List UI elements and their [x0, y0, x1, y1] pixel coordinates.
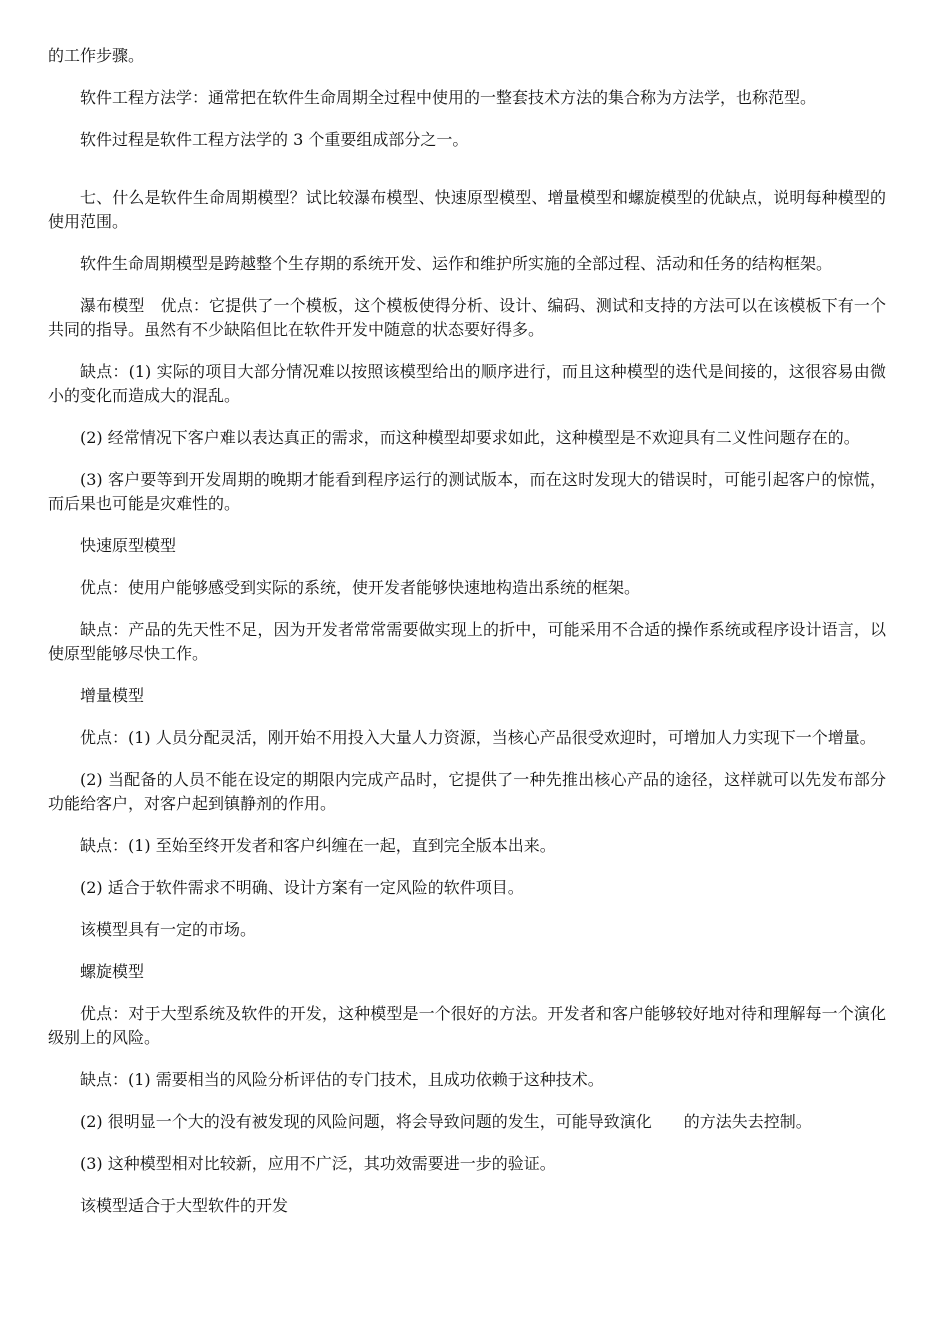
paragraph-prototype-disadvantages: 缺点：产品的先天性不足，因为开发者常常需要做实现上的折中，可能采用不合适的操作系统或程序设计语言，以使原型能够尽快工作。 — [48, 620, 886, 663]
paragraph-incremental-advantage-2: (2) 当配备的人员不能在设定的期限内完成产品时，它提供了一种先推出核心产品的途径，这样就可以先发布部分功能给客户，对客户起到镇静剂的作用。 — [48, 770, 886, 813]
paragraph-incremental-advantage-1: 优点：(1) 人员分配灵活，刚开始不用投入大量人力资源，当核心产品很受欢迎时，可增加人力实现下一个增量。 — [80, 728, 876, 747]
paragraph-incremental-market: 该模型具有一定的市场。 — [80, 920, 257, 939]
paragraph-spiral-disadvantage-2: (2) 很明显一个大的没有被发现的风险问题，将会导致问题的发生，可能导致演化 的方法失去控制。 — [80, 1112, 812, 1131]
paragraph-prototype-advantages: 优点：使用户能够感受到实际的系统，使开发者能够快速地构造出系统的框架。 — [80, 578, 641, 597]
question-seven-heading: 七、什么是软件生命周期模型？试比较瀑布模型、快速原型模型、增量模型和螺旋模型的优缺点，说明每种模型的使用范围。 — [48, 188, 886, 231]
paragraph-spiral-disadvantage-1: 缺点：(1) 需要相当的风险分析评估的专门技术，且成功依赖于这种技术。 — [80, 1070, 604, 1089]
paragraph-waterfall-disadvantage-2: (2) 经常情况下客户难以表达真正的需求，而这种模型却要求如此，这种模型是不欢迎具有二义性问题存在的。 — [80, 428, 860, 447]
paragraph-spiral-disadvantage-3: (3) 这种模型相对比较新，应用不广泛，其功效需要进一步的验证。 — [80, 1154, 556, 1173]
paragraph-waterfall-disadvantage-3: (3) 客户要等到开发周期的晚期才能看到程序运行的测试版本，而在这时发现大的错误时，可能引起客户的惊慌，而后果也可能是灾难性的。 — [48, 470, 886, 513]
paragraph-spiral-suitability: 该模型适合于大型软件的开发 — [80, 1196, 289, 1215]
paragraph-incremental-disadvantage-1: 缺点：(1) 至始至终开发者和客户纠缠在一起，直到完全版本出来。 — [80, 836, 556, 855]
heading-incremental-model: 增量模型 — [80, 686, 145, 705]
paragraph-spiral-advantages: 优点：对于大型系统及软件的开发，这种模型是一个很好的方法。开发者和客户能够较好地对待和理解每一个演化级别上的风险。 — [48, 1004, 886, 1047]
paragraph-methodology-definition: 软件工程方法学：通常把在软件生命周期全过程中使用的一整套技术方法的集合称为方法学，也称范型。 — [80, 88, 817, 107]
heading-rapid-prototype: 快速原型模型 — [80, 536, 177, 555]
paragraph-lifecycle-model-definition: 软件生命周期模型是跨越整个生存期的系统开发、运作和维护所实施的全部过程、活动和任务的结构框架。 — [80, 254, 833, 273]
paragraph-waterfall-disadvantage-1: 缺点：(1) 实际的项目大部分情况难以按照该模型给出的顺序进行，而且这种模型的迭代是间接的，这很容易由微小的变化而造成大的混乱。 — [48, 362, 886, 405]
paragraph-incremental-disadvantage-2: (2) 适合于软件需求不明确、设计方案有一定风险的软件项目。 — [80, 878, 524, 897]
heading-spiral-model: 螺旋模型 — [80, 962, 145, 981]
paragraph-work-steps-tail: 的工作步骤。 — [48, 46, 145, 65]
paragraph-software-process: 软件过程是软件工程方法学的 3 个重要组成部分之一。 — [80, 130, 469, 149]
paragraph-waterfall-advantages: 瀑布模型 优点：它提供了一个模板，这个模板使得分析、设计、编码、测试和支持的方法可以在该模板下有一个共同的指导。虽然有不少缺陷但比在软件开发中随意的状态要好得多。 — [48, 296, 886, 339]
document-body — [48, 44, 886, 1236]
